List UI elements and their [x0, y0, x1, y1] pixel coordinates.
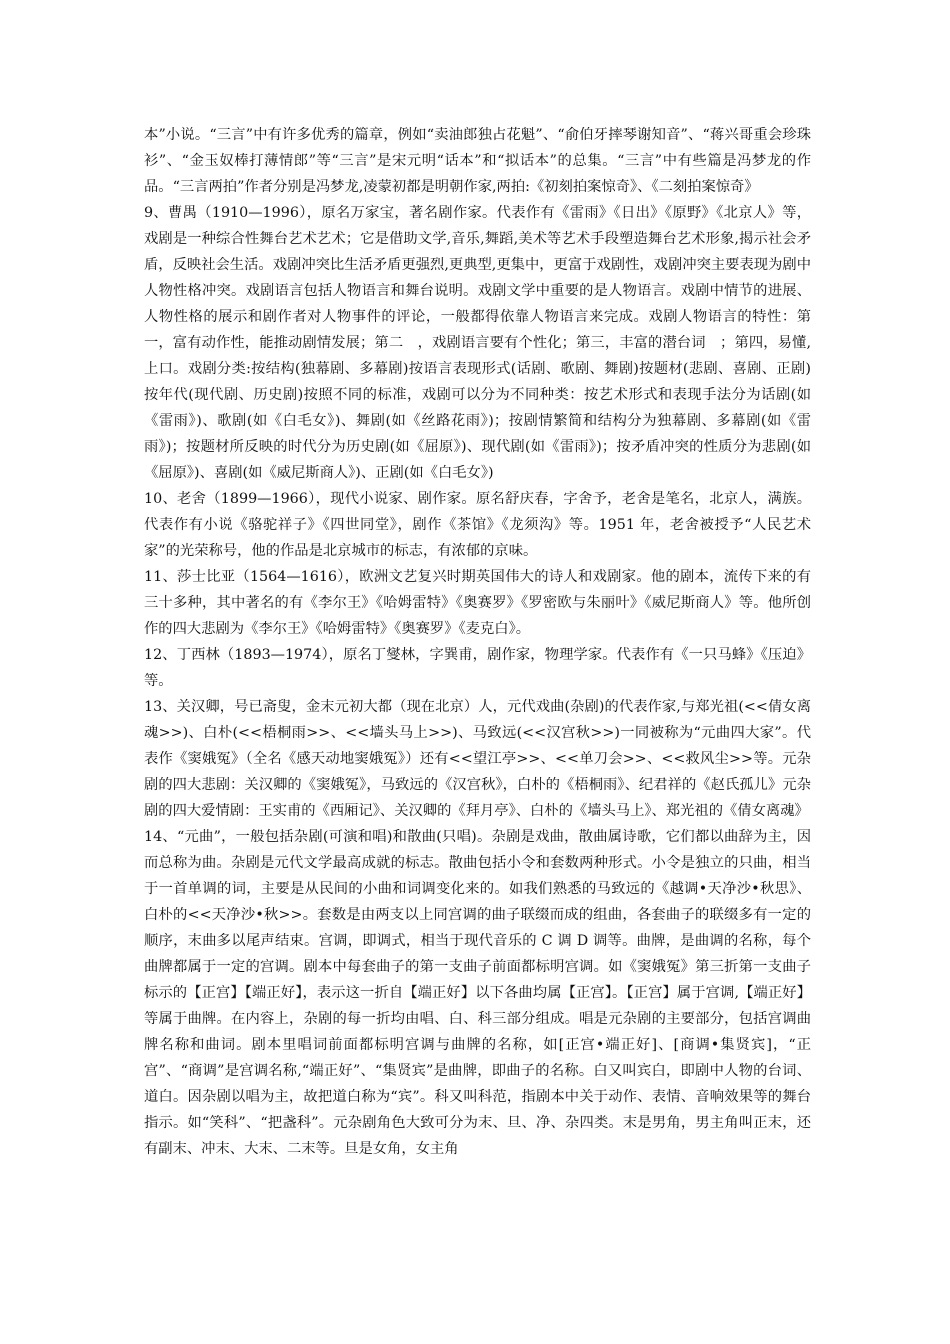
paragraph-laoshe: 10、老舍（1899—1966），现代小说家、剧作家。原名舒庆春，字舍予，老舍是笔名，北京人，满族。代表作有小说《骆驼祥子》《四世同堂》，剧作《茶馆》《龙须沟》等。1951 年，老舍被授予“人民艺术家”的光荣称号，他的作品是北京城市的标志，有浓郁的京味。 [144, 491, 811, 559]
paragraph-shakespeare: 11、莎士比亚（1564—1616），欧洲文艺复兴时期英国伟大的诗人和戏剧家。他的剧本，流传下来的有三十多种，其中著名的有《李尔王》《哈姆雷特》《奥赛罗》《罗密欧与朱丽叶》《威尼斯商人》等。他所创作的四大悲剧为《李尔王》《哈姆雷特》《奥赛罗》《麦克白》。 [144, 569, 811, 637]
document-body [144, 122, 811, 1162]
paragraph-yuanqu: 14、“元曲”，一般包括杂剧(可演和唱)和散曲(只唱)。杂剧是戏曲，散曲属诗歌，它们都以曲辞为主，因而总称为曲。杂剧是元代文学最高成就的标志。散曲包括小令和套数两种形式。小令是独立的只曲，相当于一首单调的词，主要是从民间的小曲和词调变化来的。如我们熟悉的马致远的《越调•天净沙•秋思》、白朴的<<天净沙•秋>>。套数是由两支以上同宫调的曲子联缀而成的组曲，各套曲子的联缀多有一定的顺序，末曲多以尾声结束。宫调，即调式，相当于现代音乐的 C 调 D 调等。曲牌，是曲调的名称，每个曲牌都属于一定的宫调。剧本中每套曲子的第一支曲子前面都标明宫调。如《窦娥冤》第三折第一支曲子标示的【正宫】【端正好】，表示这一折自【端正好】以下各曲均属【正宫】。【正宫】属于宫调,【端正好】等属于曲牌。在内容上，杂剧的每一折均由唱、白、科三部分组成。唱是元杂剧的主要部分，包括宫调曲牌名称和曲词。剧本里唱词前面都标明宫调与曲牌的名称，如[正宫•端正好]、[商调•集贤宾]，“正宫”、“商调”是宫调名称,“端正好”、“集贤宾”是曲牌，即曲子的名称。白又叫宾白，即剧中人物的台词、道白。因杂剧以唱为主，故把道白称为“宾”。科又叫科范，指剧本中关于动作、表情、音响效果等的舞台指示。如“笑科”、“把盏科”。元杂剧角色大致可分为末、旦、净、杂四类。末是男角，男主角叫正末，还有副末、冲末、大末、二末等。旦是女角，女主角 [144, 829, 811, 1157]
paragraph-guanhanqing: 13、关汉卿，号已斋叟，金末元初大都（现在北京）人，元代戏曲(杂剧)的代表作家,与郑光祖(<<倩女离魂>>)、白朴(<<梧桐雨>>、<<墙头马上>>)、马致远(<<汉宫秋>>)一同被称为“元曲四大家”。代表作《窦娥冤》（全名《感天动地窦娥冤》）还有<<望江亭>>、<<单刀会>>、<<救风尘>>等。元杂剧的四大悲剧：关汉卿的《窦娥冤》，马致远的《汉宫秋》，白朴的《梧桐雨》、纪君祥的《赵氏孤儿》元杂剧的四大爱情剧：王实甫的《西厢记》、关汉卿的《拜月亭》、白朴的《墙头马上》、郑光祖的《倩女离魂》 [144, 699, 811, 819]
paragraph-sanyan: 本”小说。“三言”中有许多优秀的篇章，例如“卖油郎独占花魁”、“俞伯牙摔琴谢知音”、“蒋兴哥重会珍珠衫”、“金玉奴棒打薄情郎”等“三言”是宋元明“话本”和“拟话本”的总集。“三言”中有些篇是冯梦龙的作品。“三言两拍”作者分别是冯梦龙,凌蒙初都是明朝作家,两拍:《初刻拍案惊奇》、《二刻拍案惊奇》 [144, 127, 811, 195]
paragraph-caoyu: 9、曹禺（1910—1996），原名万家宝，著名剧作家。代表作有《雷雨》《日出》《原野》《北京人》等，戏剧是一种综合性舞台艺术艺术；它是借助文学,音乐,舞蹈,美术等艺术手段塑造舞台艺术形象,揭示社会矛盾，反映社会生活。戏剧冲突比生活矛盾更强烈,更典型,更集中，更富于戏剧性，戏剧冲突主要表现为剧中人物性格冲突。戏剧语言包括人物语言和舞台说明。戏剧文学中重要的是人物语言。戏剧中情节的进展、人物性格的展示和剧作者对人物事件的评论，一般都得依靠人物语言来完成。戏剧人物语言的特性：第一，富有动作性，能推动剧情发展；第二 ，戏剧语言要有个性化；第三，丰富的潜台词 ；第四，易懂,上口。戏剧分类:按结构(独幕剧、多幕剧)按语言表现形式(话剧、歌剧、舞剧)按题材(悲剧、喜剧、正剧)按年代(现代剧、历史剧)按照不同的标准，戏剧可以分为不同种类：按艺术形式和表现手法分为话剧(如《雷雨》)、歌剧(如《白毛女》)、舞剧(如《丝路花雨》)；按剧情繁简和结构分为独幕剧、多幕剧(如《雷雨》)；按题材所反映的时代分为历史剧(如《屈原》)、现代剧(如《雷雨》)；按矛盾冲突的性质分为悲剧(如《屈原》)、喜剧(如《威尼斯商人》)、正剧(如《白毛女》) [144, 205, 811, 481]
paragraph-dingxilin: 12、丁西林（1893—1974），原名丁燮林，字巽甫，剧作家，物理学家。代表作有《一只马蜂》《压迫》等。 [144, 647, 811, 689]
